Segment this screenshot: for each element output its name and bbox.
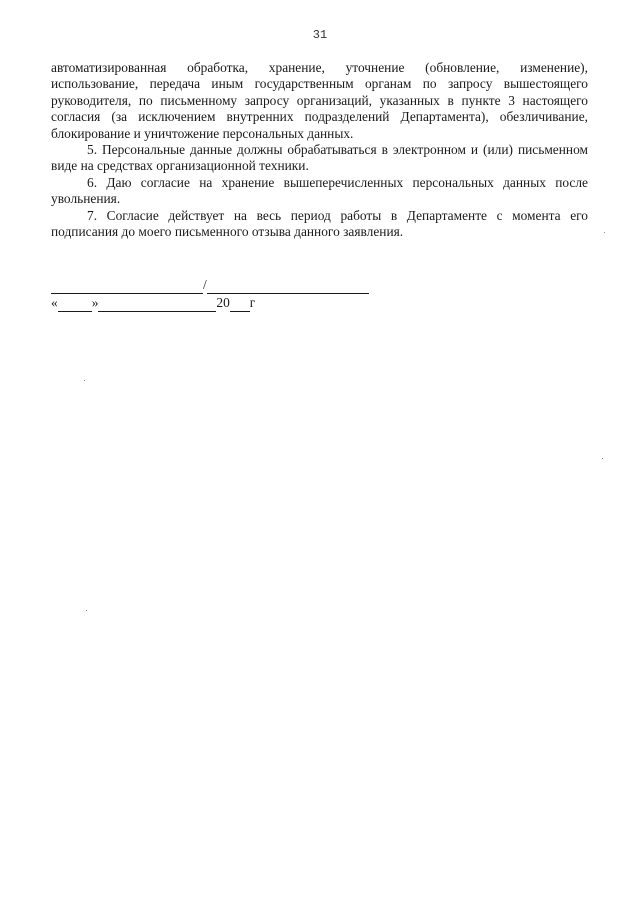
paragraph-item-7: 7. Согласие действует на весь период работы в Департаменте с момента его подписания до моего письменного отзыва данного заявления. bbox=[51, 207, 588, 240]
scan-speck bbox=[602, 458, 603, 459]
month-blank bbox=[98, 297, 216, 312]
signature-block bbox=[51, 276, 381, 312]
day-blank bbox=[58, 297, 92, 312]
scan-speck bbox=[604, 232, 605, 233]
date-close-quote: » bbox=[91, 295, 99, 310]
year-suffix: г bbox=[249, 295, 256, 310]
page-number: 31 bbox=[312, 28, 328, 42]
year-blank bbox=[230, 297, 250, 312]
signature-blank bbox=[51, 279, 203, 294]
date-open-quote: « bbox=[51, 295, 58, 310]
year-prefix: 20 bbox=[216, 295, 230, 310]
signature-line bbox=[51, 276, 381, 294]
date-line bbox=[51, 294, 381, 312]
scan-speck bbox=[84, 380, 85, 381]
paragraph-item-5: 5. Персональные данные должны обрабатываться в электронном и (или) письменном виде на средствах организационной техники. bbox=[51, 142, 588, 174]
scan-speck bbox=[86, 610, 87, 611]
paragraph-item-6: 6. Даю согласие на хранение вышеперечисленных персональных данных после увольнения. bbox=[51, 174, 588, 207]
name-blank bbox=[207, 279, 369, 294]
paragraph-continuation: автоматизированная обработка, хранение, уточнение (обновление, изменение), использование, передача иным государственным органам по запросу вышестоящего руководителя, по письменному запросу организаций, указанных в пункте 3 настоящего согласия (за исключением внутренних подразделений Департамента), обезличивание, блокирование и уничтожение персональных данных. bbox=[51, 60, 588, 141]
document-body bbox=[51, 60, 588, 240]
signature-separator: / bbox=[203, 277, 207, 292]
